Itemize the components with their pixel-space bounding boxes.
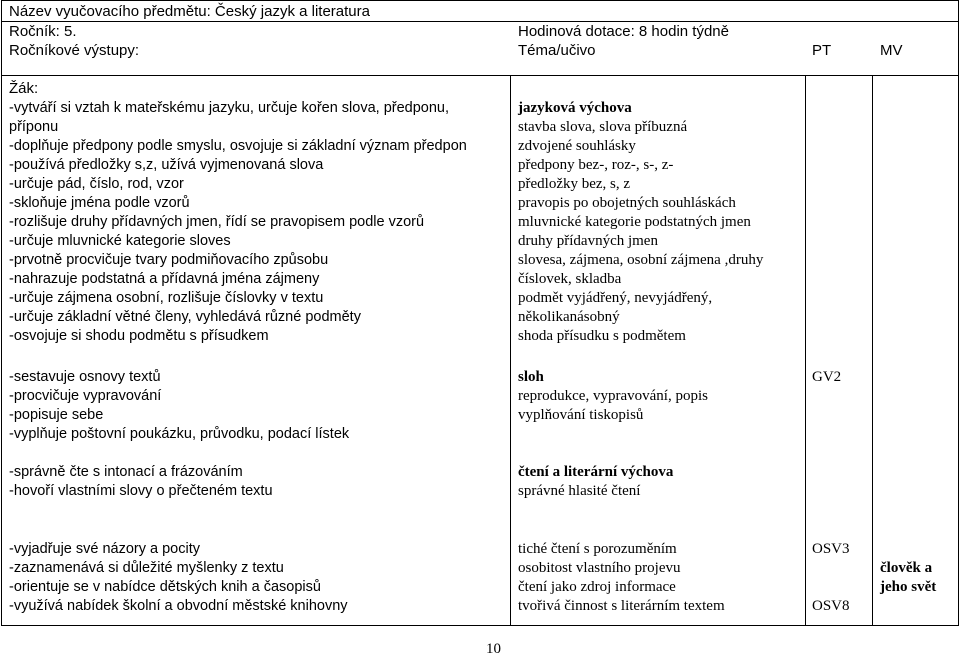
list-item: osobitost vlastního projevu xyxy=(518,560,681,576)
topic-heading: čtení a literární výchova xyxy=(518,464,674,480)
list-item: -správně čte s intonací a frázováním xyxy=(9,464,243,480)
table-border-bottom xyxy=(1,625,959,626)
list-item: podmět vyjádřený, nevyjádřený, xyxy=(518,290,713,306)
pupil-label: Žák: xyxy=(9,80,39,97)
table-border-left xyxy=(1,0,2,626)
list-item: -hovoří vlastními slovy o přečteném textu xyxy=(9,483,273,499)
list-item: shoda přísudku s podmětem xyxy=(518,328,686,344)
list-item: zdvojené souhlásky xyxy=(518,138,636,154)
table-border-top xyxy=(1,0,959,1)
topics-language xyxy=(518,99,763,346)
outputs-composition xyxy=(9,368,349,444)
outputs-reading xyxy=(9,463,273,501)
topics-reading xyxy=(518,463,673,501)
list-item: tiché čtení s porozuměním xyxy=(518,541,677,557)
pt-code: OSV8 xyxy=(812,598,850,614)
list-item: -určuje mluvnické kategorie sloves xyxy=(9,233,231,249)
list-item: čtení jako zdroj informace xyxy=(518,579,676,595)
list-item: druhy přídavných jmen xyxy=(518,233,658,249)
topic-heading: sloh xyxy=(518,369,544,385)
list-item: příponu xyxy=(9,119,59,135)
list-item: tvořivá činnost s literárním textem xyxy=(518,598,725,614)
list-item: -skloňuje jména podle vzorů xyxy=(9,195,190,211)
list-item: stavba slova, slova příbuzná xyxy=(518,119,688,135)
table-border-right xyxy=(958,0,959,626)
list-item: -osvojuje si shodu podmětu s přísudkem xyxy=(9,328,269,344)
mv-theme: člověk a jeho svět xyxy=(880,560,937,595)
list-item: mluvnické kategorie podstatných jmen xyxy=(518,214,751,230)
list-item: -rozlišuje druhy přídavných jmen, řídí se pravopisem podle vzorů xyxy=(9,214,425,230)
list-item: -vyjadřuje své názory a pocity xyxy=(9,541,200,557)
list-item: -vytváří si vztah k mateřskému jazyku, určuje kořen slova, předponu, xyxy=(9,100,450,116)
list-item: slovesa, zájmena, osobní zájmena ,druhy xyxy=(518,252,764,268)
list-item: -používá předložky s,z, užívá vyjmenovaná slova xyxy=(9,157,324,173)
outputs-language xyxy=(9,99,467,346)
list-item: číslovek, skladba xyxy=(518,271,622,287)
col-divider-topic xyxy=(805,75,806,626)
list-item: -určuje zájmena osobní, rozlišuje číslovky v textu xyxy=(9,290,324,306)
column-header-outputs: Ročníkové výstupy: xyxy=(9,42,140,59)
list-item: -využívá nabídek školní a obvodní městské knihovny xyxy=(9,598,348,614)
col-divider-outputs xyxy=(510,75,511,626)
grade-label: Ročník: 5. xyxy=(9,23,77,40)
topics-literature xyxy=(518,540,725,616)
list-item: -popisuje sebe xyxy=(9,407,104,423)
outputs-literature xyxy=(9,540,348,616)
list-item: -nahrazuje podstatná a přídavná jména zájmeny xyxy=(9,271,320,287)
list-item: -procvičuje vypravování xyxy=(9,388,162,404)
column-header-mv: MV xyxy=(880,42,903,59)
col-divider-pt xyxy=(872,75,873,626)
hours-label: Hodinová dotace: 8 hodin týdně xyxy=(518,23,729,40)
list-item: reprodukce, vypravování, popis xyxy=(518,388,708,404)
list-item: pravopis po obojetných souhláskách xyxy=(518,195,736,211)
list-item: -sestavuje osnovy textů xyxy=(9,369,161,385)
column-header-pt: PT xyxy=(812,42,832,59)
list-item: předložky bez, s, z xyxy=(518,176,631,192)
pt-code: OSV3 xyxy=(812,541,850,557)
row-divider-title xyxy=(1,21,959,22)
row-divider-header xyxy=(1,75,959,76)
pt-code: GV2 xyxy=(812,369,842,385)
list-item: -určuje pád, číslo, rod, vzor xyxy=(9,176,184,192)
topics-composition xyxy=(518,368,708,425)
list-item: -prvotně procvičuje tvary podmiňovacího způsobu xyxy=(9,252,329,268)
list-item: -orientuje se v nabídce dětských knih a časopisů xyxy=(9,579,321,595)
list-item: správné hlasité čtení xyxy=(518,483,641,499)
list-item: -zaznamenává si důležité myšlenky z textu xyxy=(9,560,284,576)
list-item: předpony bez-, roz-, s-, z- xyxy=(518,157,674,173)
column-header-topic: Téma/učivo xyxy=(518,42,596,59)
list-item: -doplňuje předpony podle smyslu, osvojuje si základní význam předpon xyxy=(9,138,467,154)
topic-heading: jazyková výchova xyxy=(518,100,632,116)
list-item: několikanásobný xyxy=(518,309,620,325)
page-number: 10 xyxy=(486,641,501,657)
subject-title: Název vyučovacího předmětu: Český jazyk a literatura xyxy=(9,3,370,20)
list-item: -vyplňuje poštovní poukázku, průvodku, podací lístek xyxy=(9,426,350,442)
list-item: vyplňování tiskopisů xyxy=(518,407,644,423)
list-item: -určuje základní větné členy, vyhledává různé podměty xyxy=(9,309,361,325)
